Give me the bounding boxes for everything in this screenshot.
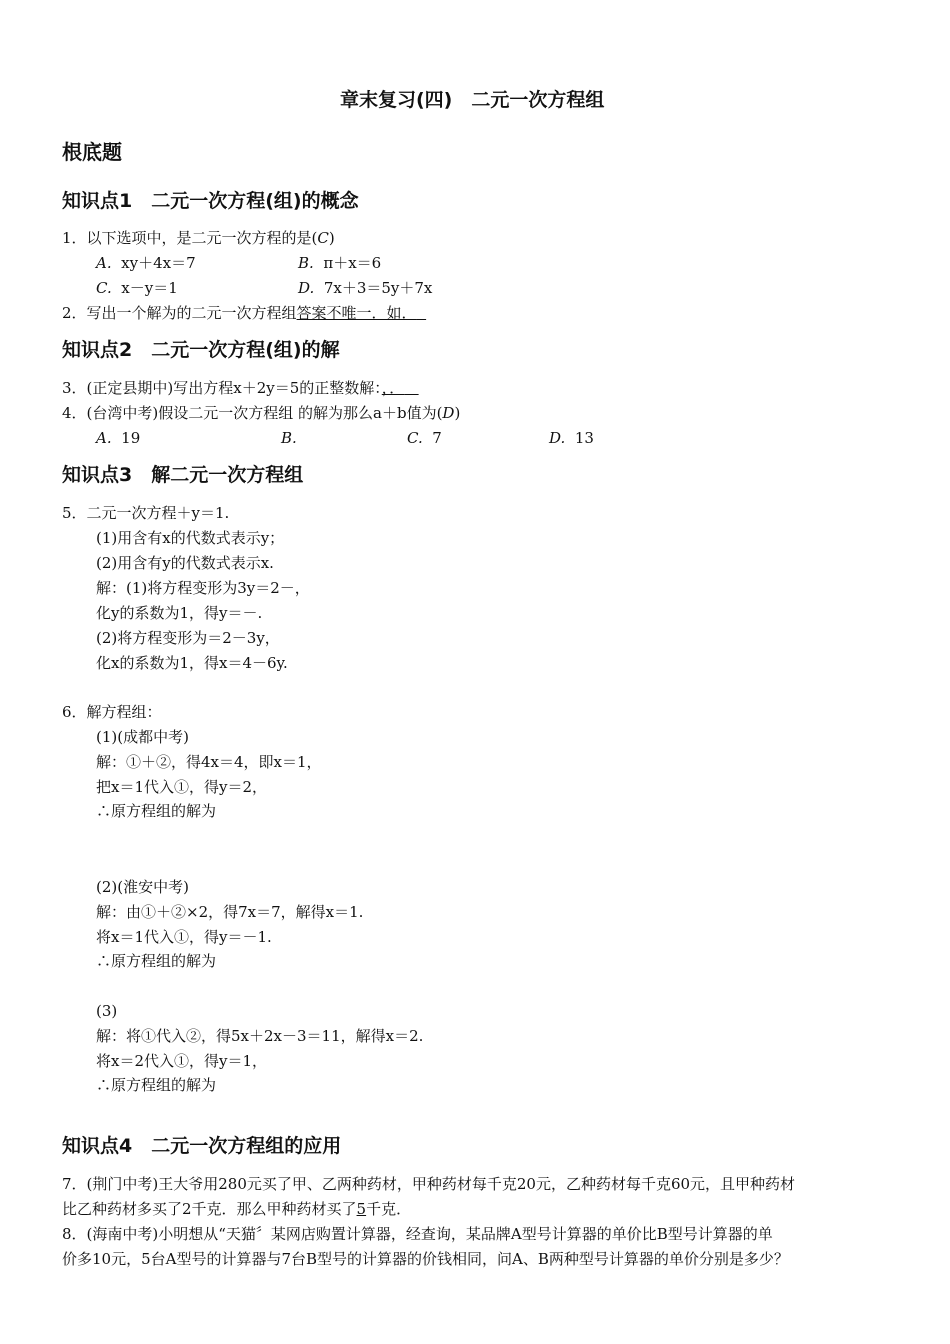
q1-answer: C [317,229,329,247]
q6-part2-line: 将x＝1代入①，得y＝－1. [96,928,272,946]
q1-option-b: B. π＋x＝6 [298,254,382,272]
q1-option-a: A. xy＋4x＝7 [96,254,196,272]
q1-stem: 1．以下选项中，是二元一次方程的是(C) [62,229,335,247]
q5-line: (2)将方程变形为＝2－3y， [96,629,280,647]
q8-line2: 价多10元，5台A型号的计算器与7台B型号的计算器的价钱相同，问A、B两种型号计算器的单价分别是多少？ [62,1250,789,1268]
q1-option-d: D. 7x＋3＝5y＋7x [298,279,433,297]
section-basic-heading: 根底题 [62,140,122,164]
q7-line2: 比乙种药材多买了2千克．那么甲种药材买了5千克． [62,1200,412,1218]
q5-line: (2)用含有y的代数式表示x. [96,554,274,572]
q6-part2-line: (2)(淮安中考) [96,878,189,896]
kp2-heading: 知识点2 二元一次方程(组)的解 [62,339,340,361]
q6-part1-line: 解：①＋②，得4x＝4，即x＝1， [96,753,322,771]
q6-part1-line: ∴原方程组的解为 [96,802,217,820]
q5-stem: 5．二元一次方程＋y＝1. [62,504,230,522]
kp4-heading: 知识点4 二元一次方程组的应用 [62,1135,342,1157]
q3-stem: 3．(正定县期中)写出方程x＋2y＝5的正整数解：，． [62,379,405,397]
q8-line1: 8．(海南中考)小明想从“天猫〞某网店购置计算器，经查询，某品牌A型号计算器的单价比B型号计算器的单 [62,1225,773,1243]
q1-option-c: C. x－y＝1 [96,279,178,297]
q4-option-d: D. 13 [549,429,594,447]
q7-answer: 5 [356,1200,367,1218]
q5-line: 化x的系数为1，得x＝4－6y. [96,654,288,672]
kp1-heading: 知识点1 二元一次方程(组)的概念 [62,190,359,212]
q4-stem: 4．(台湾中考)假设二元一次方程组 的解为那么a＋b值为(D) [62,404,461,422]
q4-option-c: C. 7 [407,429,442,447]
kp3-heading: 知识点3 解二元一次方程组 [62,464,304,486]
q6-part3-line: ∴原方程组的解为 [96,1076,217,1094]
q6-part3-line: 解：将①代入②，得5x＋2x－3＝11，解得x＝2. [96,1027,424,1045]
q4-option-a: A. 19 [96,429,141,447]
q2-stem: 2．写出一个解为的二元一次方程组答案不唯一．如． [62,304,417,322]
q4-option-b: B. [281,429,297,447]
q5-line: 化y的系数为1，得y＝－. [96,604,263,622]
q6-part2-line: 解：由①＋②×2，得7x＝7，解得x＝1. [96,903,364,921]
q7-line1: 7．(荆门中考)王大爷用280元买了甲、乙两种药材，甲种药材每千克20元，乙种药材每千克60元，且甲种药材 [62,1175,796,1193]
q6-stem: 6．解方程组： [62,703,162,721]
q6-part1-line: 把x＝1代入①，得y＝2， [96,778,268,796]
q6-part2-line: ∴原方程组的解为 [96,952,217,970]
q2-answer: 答案不唯一．如． [296,304,417,322]
q6-part3-line: (3) [96,1002,118,1020]
q5-line: 解：(1)将方程变形为3y＝2－， [96,579,310,597]
q5-line: (1)用含有x的代数式表示y； [96,529,285,547]
q6-part3-line: 将x＝2代入①，得y＝1， [96,1052,268,1070]
doc-title: 章末复习(四) 二元一次方程组 [340,89,605,111]
q3-answer: ，． [381,379,405,397]
q6-part1-line: (1)(成都中考) [96,728,189,746]
q4-answer: D [442,404,455,422]
